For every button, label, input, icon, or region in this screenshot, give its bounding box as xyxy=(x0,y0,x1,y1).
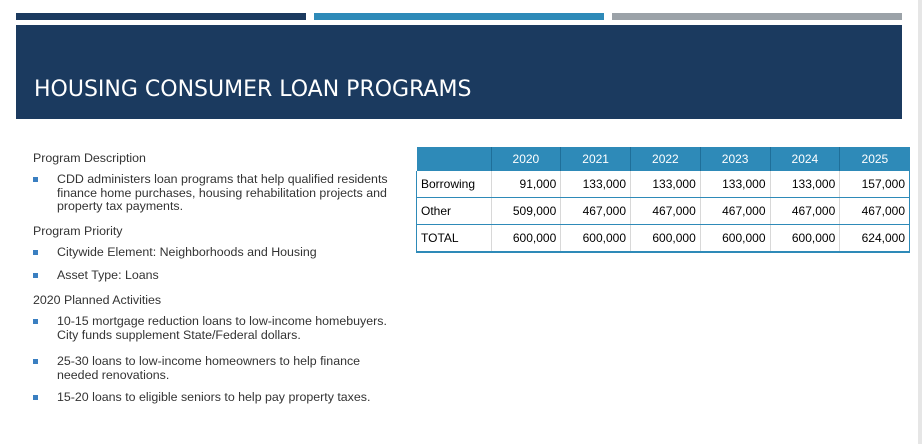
table-cell: 467,000 xyxy=(770,198,840,225)
table-cell: 624,000 xyxy=(840,225,910,253)
bullet-square-icon xyxy=(33,250,38,255)
accent-bar-navy xyxy=(16,13,306,20)
table-header-cell: 2023 xyxy=(700,147,770,171)
bullet-text: 15-20 loans to eligible seniors to help pay property taxes. xyxy=(57,390,371,404)
bullet-text: CDD administers loan programs that help qualified residents finance home purchases, housing rehabilitation projects and property tax payments. xyxy=(57,172,388,213)
bullet-text: Asset Type: Loans xyxy=(57,268,159,282)
table-row xyxy=(417,198,910,225)
table-header-cell: 2024 xyxy=(770,147,840,171)
activities-heading: 2020 Planned Activities xyxy=(33,293,162,307)
activity-bullet xyxy=(33,391,403,411)
description-heading: Program Description xyxy=(33,151,146,165)
activity-bullet xyxy=(33,315,403,355)
slide-title: HOUSING CONSUMER LOAN PROGRAMS xyxy=(34,77,472,102)
table-header-row xyxy=(417,147,910,171)
table-cell: 600,000 xyxy=(561,225,631,253)
bullet-text: 25-30 loans to low-income homeowners to help finance needed renovations. xyxy=(57,354,361,382)
table-cell: 157,000 xyxy=(840,171,910,198)
table-cell: 133,000 xyxy=(770,171,840,198)
bullet-square-icon xyxy=(33,359,38,364)
accent-bar-gray xyxy=(612,13,902,20)
slide-edge xyxy=(918,0,922,444)
program-content xyxy=(33,150,403,411)
bullet-text: 10-15 mortgage reduction loans to low-income homebuyers. City funds supplement State/Federal dollars. xyxy=(57,314,387,342)
table-cell: 509,000 xyxy=(491,198,561,225)
table-cell: 467,000 xyxy=(840,198,910,225)
bullet-square-icon xyxy=(33,319,38,324)
table-cell: 467,000 xyxy=(700,198,770,225)
table-cell: 133,000 xyxy=(700,171,770,198)
table-header-cell: 2022 xyxy=(631,147,701,171)
table-cell: 600,000 xyxy=(700,225,770,253)
title-banner xyxy=(16,25,902,119)
table-row xyxy=(417,171,910,198)
row-label: TOTAL xyxy=(417,225,492,253)
table-cell: 133,000 xyxy=(561,171,631,198)
table-header-cell: 2025 xyxy=(840,147,910,171)
priority-bullet xyxy=(33,246,403,269)
table-cell: 600,000 xyxy=(491,225,561,253)
row-label: Other xyxy=(417,198,492,225)
table-cell: 91,000 xyxy=(491,171,561,198)
bullet-square-icon xyxy=(33,395,38,400)
table-cell: 133,000 xyxy=(631,171,701,198)
table-cell: 600,000 xyxy=(631,225,701,253)
description-bullet xyxy=(33,173,403,223)
priority-bullet xyxy=(33,269,403,292)
activity-bullet xyxy=(33,355,403,391)
table-row-total xyxy=(417,225,910,253)
loan-funding-table xyxy=(416,147,910,253)
table-cell: 467,000 xyxy=(631,198,701,225)
table-header-cell: 2021 xyxy=(561,147,631,171)
table-cell: 600,000 xyxy=(770,225,840,253)
priority-heading: Program Priority xyxy=(33,224,123,238)
table-cell: 467,000 xyxy=(561,198,631,225)
bullet-square-icon xyxy=(33,273,38,278)
bullet-square-icon xyxy=(33,177,38,182)
bullet-text: Citywide Element: Neighborhoods and Housing xyxy=(57,245,317,259)
row-label: Borrowing xyxy=(417,171,492,198)
table-header-cell xyxy=(417,147,492,171)
accent-bar-blue xyxy=(314,13,604,20)
table-header-cell: 2020 xyxy=(491,147,561,171)
